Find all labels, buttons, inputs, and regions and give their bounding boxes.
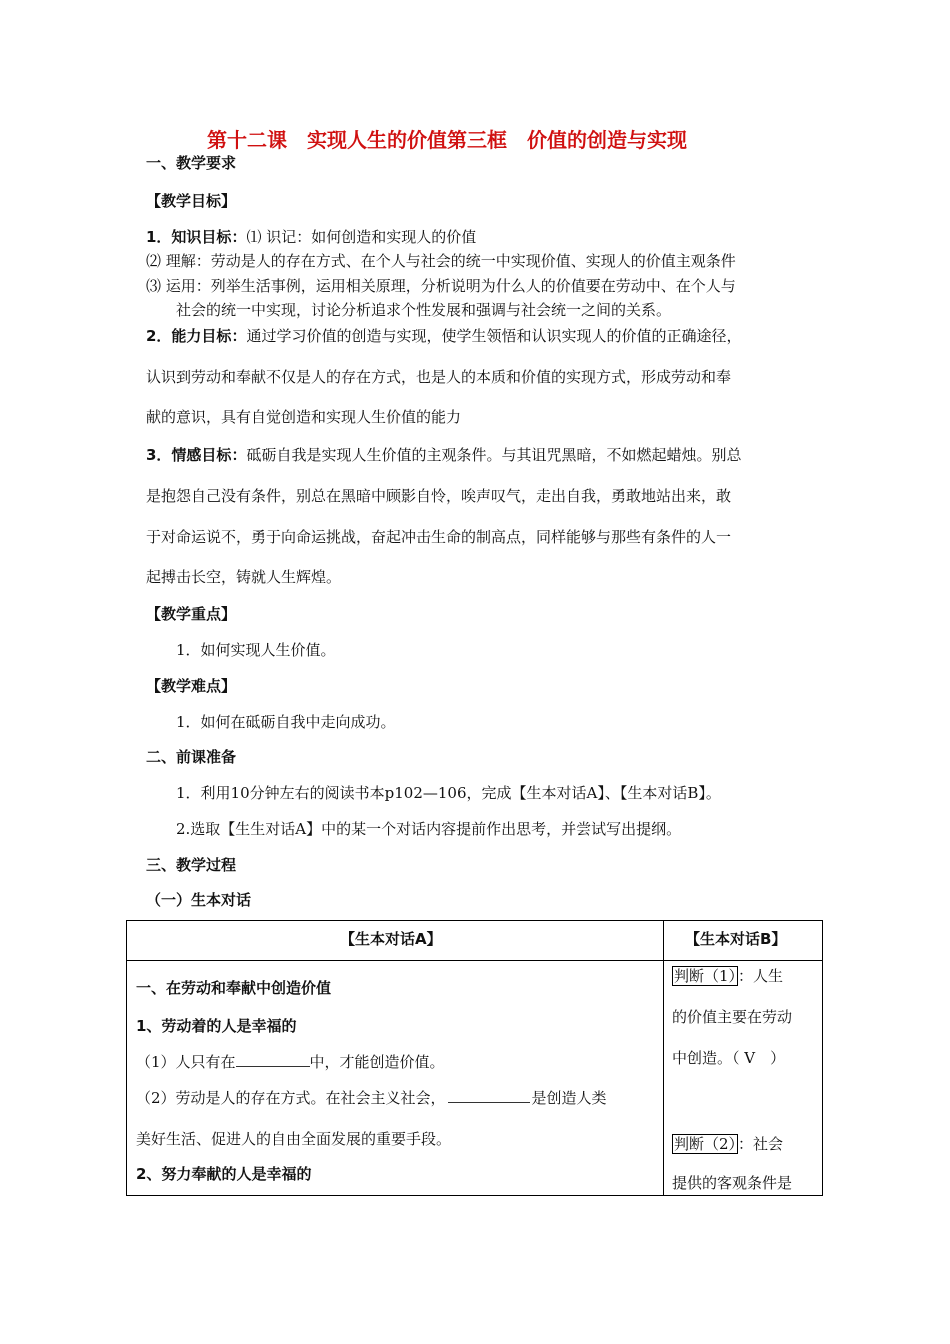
table-a-line-2-pre: （2）劳动是人的存在方式。在社会主义社会， [136, 1089, 446, 1107]
knowledge-label: 1．知识目标： [146, 228, 247, 246]
emotion-label: 3．情感目标： [146, 446, 247, 464]
judge-1-line-1 [672, 965, 783, 986]
table-a-line-2-post: 是创造人类 [531, 1089, 607, 1107]
knowledge-item-3a: ⑶ 运用：列举生活事例，运用相关原理，分析说明为什么人的价值要在劳动中、在个人与 [146, 277, 736, 295]
table-header-divider [126, 960, 823, 961]
focus-heading: 【教学重点】 [146, 605, 237, 623]
table-header-b: 【生本对话B】 [685, 930, 787, 948]
section-2-heading: 二、前课准备 [146, 748, 237, 766]
emotion-text-c: 于对命运说不，勇于向命运挑战，奋起冲击生命的制高点，同样能够与那些有条件的人一 [146, 528, 732, 546]
goals-heading: 【教学目标】 [146, 192, 237, 210]
page-title: 第十二课 实现人生的价值第三框 价值的创造与实现 [207, 128, 687, 152]
judge-1-line-2: 的价值主要在劳动 [672, 1008, 793, 1026]
table-header-a: 【生本对话A】 [340, 930, 442, 948]
section-3-sub: （一）生本对话 [146, 891, 252, 909]
ability-text-c: 献的意识，具有自觉创造和实现人生价值的能力 [146, 408, 462, 426]
prep-item-2: 2.选取【生生对话A】中的某一个对话内容提前作出思考，并尝试写出提纲。 [176, 820, 682, 838]
emotion-text-d: 起搏击长空，铸就人生辉煌。 [146, 568, 342, 586]
judge-1-rest: ：人生 [738, 967, 784, 985]
table-a-line-1-post: 中，才能创造价值。 [309, 1053, 445, 1071]
judge-2-line-1 [672, 1133, 783, 1154]
table-column-divider [663, 920, 664, 1196]
judge-2-rest: ：社会 [738, 1135, 784, 1153]
difficulty-heading: 【教学难点】 [146, 677, 237, 695]
difficulty-item: 1．如何在砥砺自我中走向成功。 [176, 713, 396, 731]
table-a-line-3: 美好生活、促进人的自由全面发展的重要手段。 [136, 1130, 452, 1148]
knowledge-item-2: ⑵ 理解：劳动是人的存在方式、在个人与社会的统一中实现价值、实现人的价值主观条件 [146, 252, 736, 270]
prep-item-1: 1．利用10分钟左右的阅读书本p102—106，完成【生本对话A】、【生本对话B】。 [176, 784, 721, 802]
judge-1-label: 判断（1） [674, 967, 737, 985]
table-a-heading-3: 2、努力奉献的人是幸福的 [136, 1165, 312, 1183]
ability-text-b: 认识到劳动和奉献不仅是人的存在方式，也是人的本质和价值的实现方式，形成劳动和奉 [146, 368, 732, 386]
judge-2-label: 判断（2） [674, 1135, 737, 1153]
table-a-line-1-pre: （1）人只有在 [136, 1053, 236, 1071]
judge-2-line-2: 提供的客观条件是 [672, 1174, 793, 1192]
section-1-heading: 一、教学要求 [146, 154, 237, 172]
table-a-heading-1: 一、在劳动和奉献中创造价值 [136, 979, 332, 997]
ability-text-a: 通过学习价值的创造与实现，使学生领悟和认识实现人的价值的正确途径， [246, 327, 742, 345]
knowledge-item-1: ⑴ 识记：如何创造和实现人的价值 [246, 228, 477, 246]
table-a-heading-2: 1、劳动着的人是幸福的 [136, 1017, 297, 1035]
table-a-line-2 [136, 1087, 607, 1108]
knowledge-line-1 [146, 226, 476, 247]
emotion-text-b: 是抱怨自己没有条件，别总在黑暗中顾影自怜，唉声叹气，走出自我，勇敢地站出来，敢 [146, 487, 732, 505]
emotion-text-a: 砥砺自我是实现人生价值的主观条件。与其诅咒黑暗，不如燃起蜡烛。别总 [246, 446, 742, 464]
judge-1-line-3: 中创造。（ V ） [672, 1049, 786, 1067]
knowledge-item-3b: 社会的统一中实现，讨论分析追求个性发展和强调与社会统一之间的关系。 [176, 301, 672, 319]
ability-line-1 [146, 325, 741, 346]
section-3-heading: 三、教学过程 [146, 856, 237, 874]
answer-blank-1[interactable] [236, 1052, 310, 1067]
ability-label: 2．能力目标： [146, 327, 247, 345]
emotion-line-1 [146, 444, 741, 465]
answer-blank-2[interactable] [448, 1088, 530, 1103]
focus-item: 1．如何实现人生价值。 [176, 641, 336, 659]
table-a-line-1 [136, 1051, 445, 1072]
